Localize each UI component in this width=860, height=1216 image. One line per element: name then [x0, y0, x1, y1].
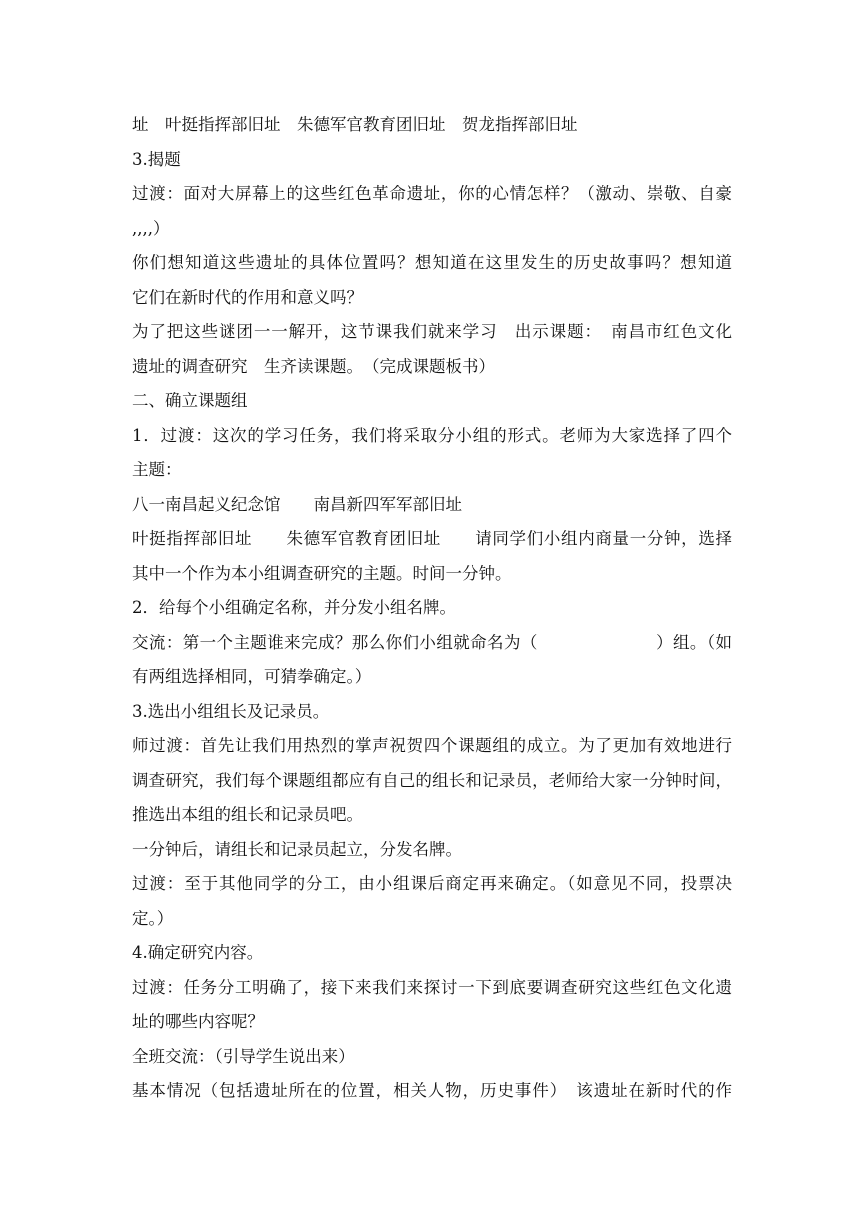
text-line: 师过渡：首先让我们用热烈的掌声祝贺四个课题组的成立。为了更加有效地进行: [132, 736, 732, 755]
text-line: 交流：第一个主题谁来完成？那么你们小组就命名为（ ）组。（如: [132, 632, 732, 652]
section-heading: 3.选出小组组长及记录员。: [132, 701, 330, 721]
text-line: 遗址的调查研究 生齐读课题。 （完成课题板书）: [132, 356, 495, 376]
document-body: [132, 108, 732, 1109]
text-line: 基本情况（包括遗址所在的位置，相关人物，历史事件） 该遗址在新时代的作: [132, 1081, 732, 1100]
section-heading: 3.揭题: [132, 149, 181, 169]
text-line: 过渡：面对大屏幕上的这些红色革命遗址，你的心情怎样？（激动、崇敬、自豪: [132, 184, 732, 203]
text-line: 过渡：任务分工明确了，接下来我们来探讨一下到底要调查研究这些红色文化遗: [132, 977, 732, 997]
text-line: 有两组选择相同，可猜拳确定。）: [132, 667, 372, 686]
text-line: 其中一个作为本小组调查研究的主题。时间一分钟。: [132, 563, 512, 583]
text-line: 定。）: [132, 908, 174, 928]
text-line: 2．给每个小组确定名称，并分发小组名牌。: [132, 598, 456, 617]
text-line: ,,,,）: [132, 218, 170, 238]
text-line: 1．过渡：这次的学习任务，我们将采取分小组的形式。老师为大家选择了四个: [132, 425, 732, 445]
text-line: 主题：: [132, 460, 182, 479]
text-line: 你们想知道这些遗址的具体位置吗？想知道在这里发生的历史故事吗？想知道: [132, 253, 732, 272]
section-heading: 4.确定研究内容。: [132, 943, 264, 962]
section-heading: 二、确立课题组: [132, 391, 248, 410]
text-line: 址的哪些内容呢？: [132, 1012, 264, 1031]
text-line: 调查研究，我们每个课题组都应有自己的组长和记录员，老师给大家一分钟时间，: [132, 770, 732, 790]
text-line: 它们在新时代的作用和意义吗？: [132, 287, 363, 307]
text-line: 八一南昌起义纪念馆 南昌新四军军部旧址: [132, 494, 462, 514]
text-line: 为了把这些谜团一一解开，这节课我们就来学习 出示课题： 南昌市红色文化: [132, 322, 732, 341]
text-line: 过渡：至于其他同学的分工，由小组课后商定再来确定。（如意见不同，投票决: [132, 874, 732, 893]
text-line: 叶挺指挥部旧址 朱德军官教育团旧址 请同学们小组内商量一分钟，选择: [132, 529, 732, 548]
text-line: 推选出本组的组长和记录员吧。: [132, 805, 363, 824]
text-line: 址 叶挺指挥部旧址 朱德军官教育团旧址 贺龙指挥部旧址: [132, 115, 578, 134]
text-line: 一分钟后，请组长和记录员起立，分发名牌。: [132, 839, 462, 859]
text-line: 全班交流：（引导学生说出来）: [132, 1046, 355, 1066]
